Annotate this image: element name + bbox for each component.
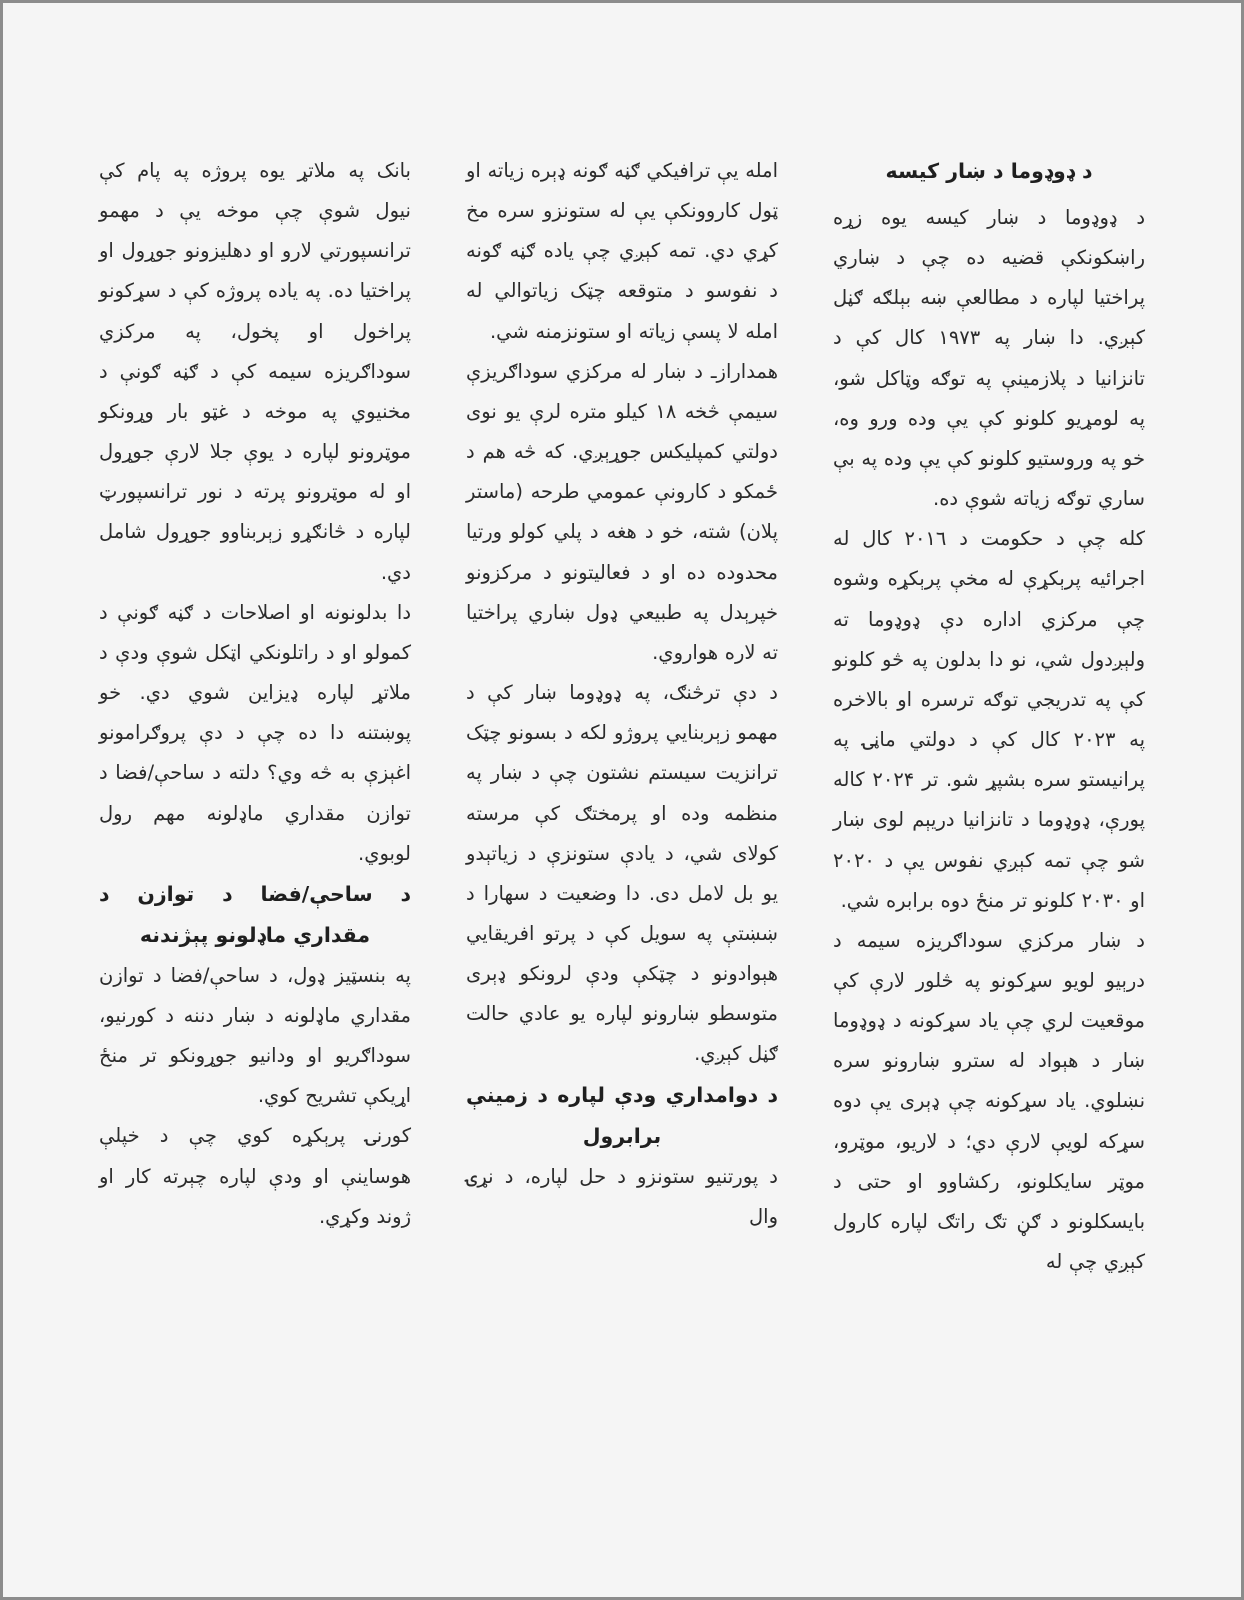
paragraph: د پورتنیو ستونزو د حل لپاره، د نړۍ وال: [466, 1164, 778, 1228]
paragraph: بانک په ملاتړ یوه پروژه په پام کې نیول شوې چې موخه یې د مهمو ترانسپورتي لارو او دهلیزونو جوړول او پراختیا ده. په یاده پروژه کې د سړکونو پراخول او پخول، په مرکزي سوداګریزه سیمه کې د ګڼه ګونې د مخنیوي په موخه د غټو بار وړونکو موټرونو لپاره د یوې جلا لارې جوړول او له موټرونو پرته د نور ترانسپورټ لپاره د څانګړو زېربناوو جوړول شامل دي.: [99, 159, 411, 584]
article-title: د ډوډوما د ښار کیسه: [885, 159, 1093, 183]
page-canvas: [3, 3, 1241, 1597]
paragraph: امله یې ترافیکي ګڼه ګونه ډېره زیاته او ټول کاروونکې یې له ستونزو سره مخ کړي دي. تمه کېږي چې یاده ګڼه ګونه د نفوسو د متوقعه چټک زیاتوالي له امله لا پسې زیاته او ستونزمنه شي.: [466, 159, 778, 343]
column-middle: [466, 151, 778, 1451]
paragraph: کله چې د حکومت د ۲۰۱٦ کال له اجرائیه پرېکړې له مخې پرېکړه وشوه چې مرکزي اداره دې ډوډوما ته ولېږدول شي، نو دا بدلون په څو کلونو کې په تدریجي توګه ترسره او بالاخره په ۲۰۲۳ کال کې د دولتي ماڼۍ په پرانیستو سره بشپړ شو. تر ۲۰۲۴ کاله پورې، ډوډوما د تانزانیا دریېم لوی ښار شو چې تمه کېږي نفوس یې د ۲۰۲۰ او ۲۰۳۰ کلونو تر منځ دوه برابره شي.: [833, 527, 1145, 912]
paragraph: همدارازـ د ښار له مرکزي سوداګریزې سیمې څخه ۱۸ کیلو متره لرې یو نوی دولتي کمپلیکس جوړېږي. که څه هم د ځمکو د کارونې عمومي طرحه (ماستر پلان) شته، خو د هغه د پلي کولو ورتیا محدوده ده او د فعالیتونو د مرکزونو خپرېدل په طبیعي ډول ښاري پراختیا ته لاره هواروي.: [466, 359, 778, 664]
paragraph: د ډوډوما د ښار کیسه یوه زړه راښکونکې قضیه ده چې د ښاري پراختیا لپاره د مطالعې ښه بېلګه ګڼل کېږي. دا ښار په ۱۹۷۳ کال کې د تانزانیا د پلازمینې په توګه وټاکل شو، په لومړیو کلونو کې یې وده ورو وه، خو په وروستیو کلونو کې یې وده په بې ساري توګه زیاته شوې ده.: [833, 206, 1145, 511]
column-right: [833, 151, 1145, 1451]
paragraph: د ښار مرکزي سوداګریزه سیمه د درېیو لویو سړکونو په څلور لارې کې موقعیت لري چې یاد سړکونه د ډوډوما ښار د هېواد له سترو ښارونو سره نښلوي. یاد سړکونه چې ډېری یې دوه سړکه لویې لارې دي؛ د لاریو، موټرو، موټر سایکلونو، رکشاوو او حتی د بایسکلونو د ګڼ تګ راتګ لپاره کارول کېږي چې له: [833, 928, 1145, 1274]
paragraph: په بنسټیز ډول، د ساحې/فضا د توازن مقداري ماډلونه د ښار دننه د کورنیو، سوداګریو او ودانیو جوړونکو تر منځ اړیکې تشریح کوي.: [99, 963, 411, 1108]
paragraph: کورنۍ پرېکړه کوي چې د خپلې هوساینې او ودې لپاره چېرته کار او ژوند وکړي.: [99, 1124, 411, 1228]
column-layout: [99, 151, 1145, 1451]
paragraph: د دې ترڅنګ، په ډوډوما ښار کې د مهمو زېربنایي پروژو لکه د بسونو چټک ترانزیت سیستم نشتون چې د ښار په منظمه وده او پرمختګ کې مرسته کولای شي، د یادې ستونزې د زیاتېدو یو بل لامل دی. دا وضعیت د سهارا د ښښتې په سویل کې د پرتو افریقایي هېوادونو د چټکې ودې لرونکو ډېری متوسطو ښارونو لپاره یو عادي حالت ګڼل کېږي.: [466, 681, 778, 1066]
column-left: [99, 151, 411, 1451]
paragraph: دا بدلونونه او اصلاحات د ګڼه ګونې د کمولو او د راتلونکي اټکل شوې ودې د ملاتړ لپاره ډیزاین شوي دي. خو پوښتنه دا ده چې د دې پروګرامونو اغېزې به څه وي؟ دلته د ساحې/فضا د توازن مقداري ماډلونه مهم رول لوبوي.: [99, 600, 411, 865]
section-heading: د دوامداري ودې لپاره د زمینې برابرول: [466, 1082, 778, 1148]
section-heading: د ساحې/فضا د توازن د مقداري ماډلونو پېژندنه: [99, 881, 411, 947]
